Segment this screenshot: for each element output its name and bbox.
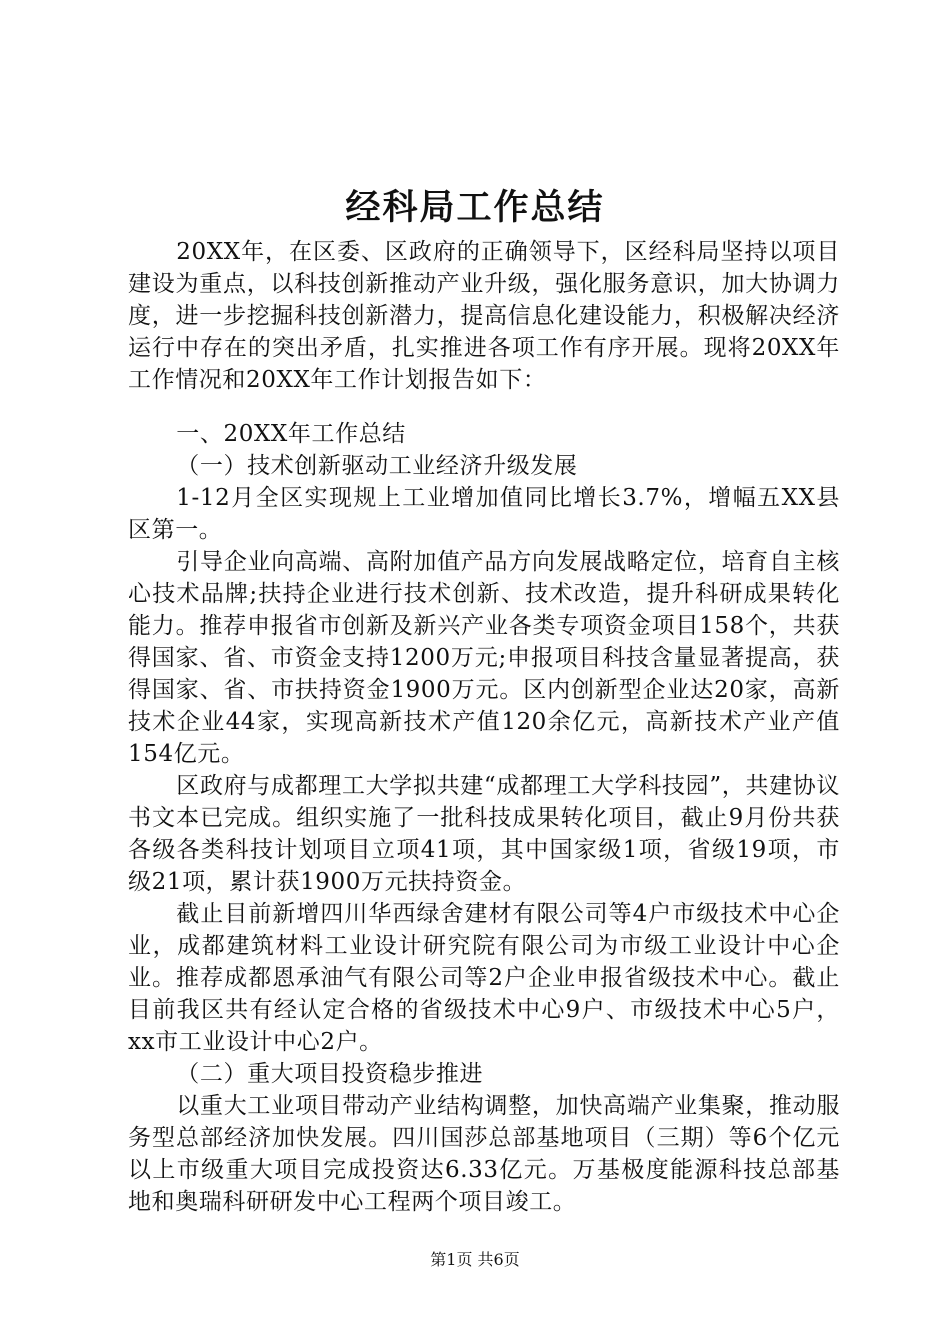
intro-paragraph: 20XX年，在区委、区政府的正确领导下，区经科局坚持以项目建设为重点，以科技创新推动产业升级，强化服务意识，加大协调力度，进一步挖掘科技创新潜力，提高信息化建设能力，积极解决经济运行中存在的突出矛盾，扎实推进各项工作有序开展。现将20XX年工作情况和20XX年工作计划报告如下： xyxy=(128,239,840,393)
body-paragraph: 以重大工业项目带动产业结构调整，加快高端产业集聚，推动服务型总部经济加快发展。四川国莎总部基地项目（三期）等6个亿元以上市级重大项目完成投资达6.33亿元。万基极度能源科技总部基地和奥瑞科研研发中心工程两个项目竣工。 xyxy=(128,1093,840,1215)
paragraph-gap xyxy=(128,396,840,418)
document-title: 经科局工作总结 xyxy=(345,187,605,228)
body-paragraph: 区政府与成都理工大学拟共建“成都理工大学科技园”，共建协议书文本已完成。组织实施了一批科技成果转化项目，截止9月份共获各级各类科技计划项目立项41项，其中国家级1项，省级19项，市级21项，累计获1900万元扶持资金。 xyxy=(128,773,840,895)
body-paragraph: 1-12月全区实现规上工业增加值同比增长3.7%，增幅五XX县区第一。 xyxy=(128,485,840,543)
body-paragraph: 引导企业向高端、高附加值产品方向发展战略定位，培育自主核心技术品牌;扶持企业进行技术创新、技术改造，提升科研成果转化能力。推荐申报省市创新及新兴产业各类专项资金项目158个，共获得国家、省、市资金支持1200万元;申报项目科技含量显著提高，获得国家、省、市扶持资金1900万元。区内创新型企业达20家，高新技术企业44家，实现高新技术产值120余亿元，高新技术产业产值154亿元。 xyxy=(128,549,840,767)
page-number-footer: 第1页 共6页 xyxy=(430,1250,520,1269)
document-body xyxy=(128,236,840,1218)
subsection-heading: （一）技术创新驱动工业经济升级发展 xyxy=(176,453,578,479)
subsection-heading: （二）重大项目投资稳步推进 xyxy=(176,1061,484,1087)
section-heading: 一、20XX年工作总结 xyxy=(176,421,406,447)
body-paragraph: 截止目前新增四川华西绿舍建材有限公司等4户市级技术中心企业，成都建筑材料工业设计研究院有限公司为市级工业设计中心企业。推荐成都恩承油气有限公司等2户企业申报省级技术中心。截止目前我区共有经认定合格的省级技术中心9户、市级技术中心5户，xx市工业设计中心2户。 xyxy=(128,901,840,1055)
